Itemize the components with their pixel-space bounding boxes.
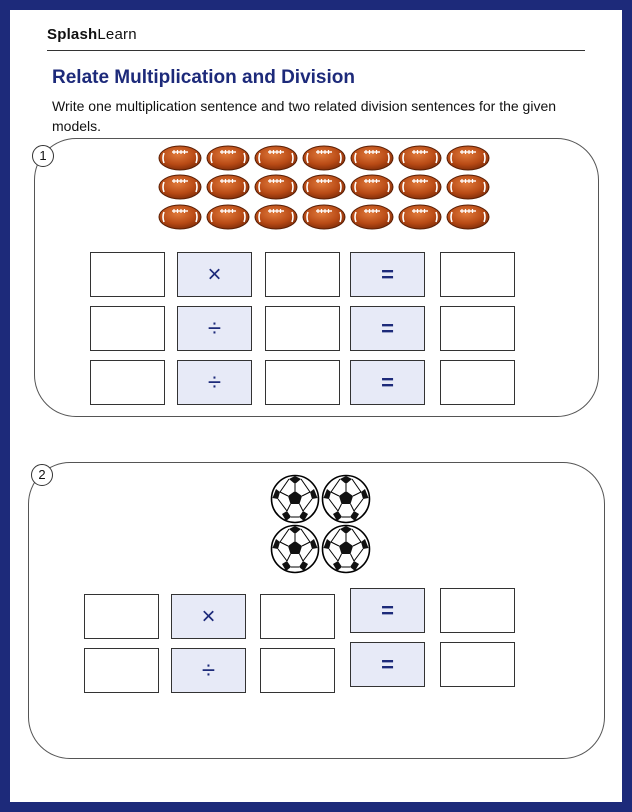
answer-box[interactable]: [265, 252, 340, 297]
football-icon: [302, 145, 346, 171]
equals-operator: =: [350, 588, 425, 633]
football-icon: [302, 174, 346, 200]
brand-bold: Splash: [47, 26, 98, 43]
answer-box[interactable]: [265, 360, 340, 405]
football-icon: [446, 204, 490, 230]
football-icon: [206, 174, 250, 200]
football-icon: [446, 174, 490, 200]
answer-box[interactable]: [84, 594, 159, 639]
equals-operator: =: [350, 252, 425, 297]
football-icon: [206, 204, 250, 230]
brand-light: Learn: [97, 26, 137, 43]
brand-logo: [47, 26, 137, 43]
problem-2-number: 2: [31, 464, 53, 486]
football-icon: [446, 145, 490, 171]
answer-box[interactable]: [265, 306, 340, 351]
answer-box[interactable]: [440, 360, 515, 405]
equals-operator: =: [350, 642, 425, 687]
soccer-ball-icon: [321, 524, 371, 574]
football-icon: [398, 204, 442, 230]
equals-operator: =: [350, 360, 425, 405]
soccer-ball-icon: [270, 524, 320, 574]
football-icon: [254, 204, 298, 230]
football-icon: [254, 145, 298, 171]
football-icon: [350, 145, 394, 171]
worksheet-page: [10, 10, 622, 802]
problem-1-number: 1: [32, 145, 54, 167]
football-icon: [398, 145, 442, 171]
answer-box[interactable]: [90, 306, 165, 351]
answer-box[interactable]: [90, 252, 165, 297]
divide-operator: ÷: [177, 360, 252, 405]
football-icon: [302, 204, 346, 230]
worksheet-title: Relate Multiplication and Division: [52, 67, 355, 88]
football-icon: [398, 174, 442, 200]
football-icon: [350, 174, 394, 200]
answer-box[interactable]: [440, 306, 515, 351]
equals-operator: =: [350, 306, 425, 351]
answer-box[interactable]: [440, 642, 515, 687]
soccer-ball-icon: [270, 474, 320, 524]
football-icon: [158, 145, 202, 171]
divide-operator: ÷: [171, 648, 246, 693]
soccer-ball-icon: [321, 474, 371, 524]
football-icon: [206, 145, 250, 171]
multiply-operator: ×: [171, 594, 246, 639]
football-icon: [158, 174, 202, 200]
worksheet-instructions: Write one multiplication sentence and two related division sentences for the given models.: [52, 98, 557, 134]
football-icon: [158, 204, 202, 230]
football-icon: [254, 174, 298, 200]
football-icon: [350, 204, 394, 230]
multiply-operator: ×: [177, 252, 252, 297]
answer-box[interactable]: [440, 588, 515, 633]
header-divider: [47, 50, 585, 51]
answer-box[interactable]: [260, 648, 335, 693]
answer-box[interactable]: [260, 594, 335, 639]
divide-operator: ÷: [177, 306, 252, 351]
answer-box[interactable]: [84, 648, 159, 693]
answer-box[interactable]: [90, 360, 165, 405]
answer-box[interactable]: [440, 252, 515, 297]
